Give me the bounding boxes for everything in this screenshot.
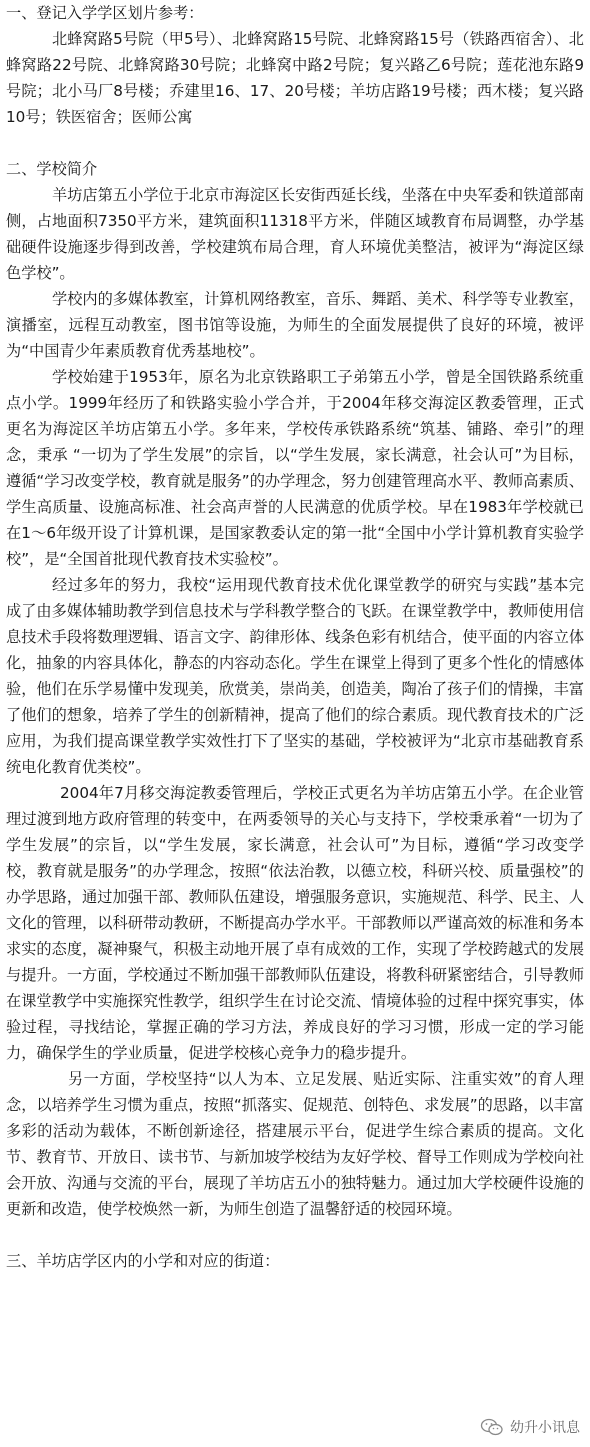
section-1-heading: 一、登记入学学区划片参考：: [6, 4, 204, 22]
intro-paragraph-2: 学校内的多媒体教室，计算机网络教室，音乐、舞蹈、美术、科学等专业教室，演播室，远程互动教室，图书馆等设施，为师生的全面发展提供了良好的环境，被评为“中国青少年素质教育优秀基地校”。: [6, 290, 584, 360]
intro-paragraph-1: 羊坊店第五小学位于北京市海淀区长安街西延长线，坐落在中央军委和铁道部南侧，占地面积7350平方米，建筑面积11318平方米，伴随区域教育布局调整，办学基础硬件设施逐步得到改善，学校建筑布局合理，育人环境优美整洁，被评为“海淀区绿色学校”。: [6, 186, 584, 282]
blank-line: [6, 1222, 584, 1248]
intro-paragraph-4: 经过多年的努力，我校“运用现代教育技术优化课堂教学的研究与实践”基本完成了由多媒体辅助教学到信息技术与学科教学整合的飞跃。在课堂教学中，教师使用信息技术手段将数理逻辑、语言文字、韵律形体、线条色彩有机结合，使平面的内容立体化，抽象的内容具体化，静态的内容动态化。学生在课堂上得到了更多个性化的情感体验，他们在乐学易懂中发现美，欣赏美，崇尚美，创造美，陶冶了孩子们的情操，丰富了他们的想象，培养了学生的创新精神，提高了他们的综合素质。现代教育技术的广泛应用，为我们提高课堂教学实效性打下了坚实的基础，学校被评为“北京市基础教育系统电化教育优类校”。: [6, 576, 584, 776]
watermark: [480, 1417, 580, 1437]
watermark-text: 幼升小讯息: [510, 1420, 580, 1436]
intro-paragraph-3: 学校始建于1953年，原名为北京铁路职工子弟第五小学，曾是全国铁路系统重点小学。1999年经历了和铁路实验小学合并，于2004年移交海淀区教委管理，正式更名为海淀区羊坊店第五小学。多年来，学校传承铁路系统“筑基、铺路、牵引”的理念，秉承 “一切为了学生发展”的宗旨，以“学生发展，家长满意，社会认可”为目标，遵循“学习改变学校，教育就是服务”的办学理念，努力创建管理高水平、教师高素质、学生高质量、设施高标准、社会高声誉的人民满意的优质学校。早在1983年学校就已在1～6年级开设了计算机课，是国家教委认定的第一批“全国中小学计算机教育实验学校”，是“全国首批现代教育技术实验校”。: [6, 368, 584, 568]
blank-line: [6, 130, 584, 156]
section-1-text: 北蜂窝路5号院（甲5号）、北蜂窝路15号院、北蜂窝路15号（铁路西宿舍）、北蜂窝路22号院、北蜂窝路30号院；北蜂窝中路2号院；复兴路乙6号院；莲花池东路9号院；北小马厂8号楼；乔建里16、17、20号楼；羊坊店路19号楼；西木楼；复兴路10号；铁医宿舍；医师公寓: [6, 30, 584, 126]
section-2-heading: 二、学校简介: [6, 160, 98, 178]
intro-paragraph-5: 2004年7月移交海淀教委管理后，学校正式更名为羊坊店第五小学。在企业管理过渡到地方政府管理的转变中，在两委领导的关心与支持下，学校秉承着“一切为了学生发展”的宗旨，以“学生发展，家长满意，社会认可”为目标，遵循“学习改变学校，教育就是服务”的办学理念，按照“依法治教，以德立校，科研兴校、质量强校”的办学思路，通过加强干部、教师队伍建设，增强服务意识，实施规范、科学、民主、人文化的管理，以科研带动教研，不断提高办学水平。干部教师以严谨高效的标准和务本求实的态度，凝神聚气，积极主动地开展了卓有成效的工作，实现了学校跨越式的发展与提升。一方面，学校通过不断加强干部教师队伍建设，将教科研紧密结合，引导教师在课堂教学中实施探究性教学，组织学生在讨论交流、情境体验的过程中探究事实，体验过程，寻找结论，掌握正确的学习方法，养成良好的学习习惯，形成一定的学习能力，确保学生的学业质量，促进学校核心竞争力的稳步提升。: [6, 784, 584, 1062]
intro-paragraph-6: 另一方面，学校坚持“以人为本、立足发展、贴近实际、注重实效”的育人理念，以培养学生习惯为重点，按照“抓落实、促规范、创特色、求发展”的思路，以丰富多彩的活动为载体，不断创新途径，搭建展示平台，促进学生综合素质的提高。文化节、教育节、开放日、读书节、与新加坡学校结为友好学校、督导工作则成为学校向社会开放、沟通与交流的平台，展现了羊坊店五小的独特魅力。通过加大学校硬件设施的更新和改造，使学校焕然一新，为师生创造了温馨舒适的校园环境。: [6, 1070, 584, 1218]
section-3-heading: 三、羊坊店学区内的小学和对应的街道：: [6, 1252, 280, 1270]
wechat-icon: [480, 1418, 504, 1436]
